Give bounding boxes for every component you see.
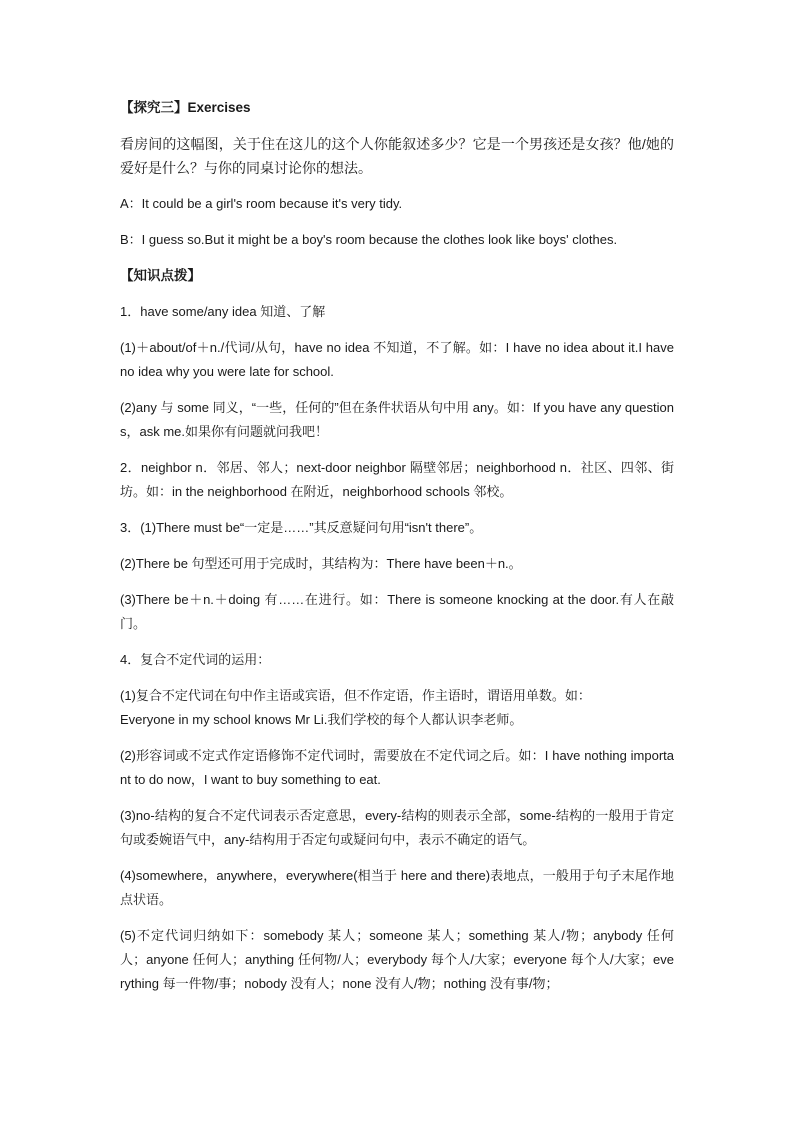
dialogue-b: B：I guess so.But it might be a boy's room because the clothes look like boys' clothes. (120, 232, 618, 247)
point-1-a: (1)＋about/of＋n./代词/从句，have no idea 不知道，不了解。如：I have no idea about it.I have no idea why you were late for school. (120, 340, 674, 379)
point-4-4: (4)somewhere，anywhere，everywhere(相当于 here and there)表地点，一般用于句子末尾作地点状语。 (120, 868, 674, 907)
point-3-title: 3．(1)There must be“一定是……”其反意疑问句用“isn't there”。 (120, 520, 483, 535)
point-3-b: (2)There be 句型还可用于完成时，其结构为：There have been＋n.。 (120, 556, 522, 571)
point-4-title: 4．复合不定代词的运用： (120, 652, 271, 667)
point-3-c: (3)There be＋n.＋doing 有……在进行。如：There is someone knocking at the door.有人在敲门。 (120, 592, 674, 631)
point-4-1-line2: Everyone in my school knows Mr Li.我们学校的每个人都认识李老师。 (120, 712, 523, 727)
point-4-1-line1: (1)复合不定代词在句中作主语或宾语，但不作定语，作主语时，谓语用单数。如： (120, 688, 591, 703)
document-page (120, 96, 674, 1008)
point-1-title: 1．have some/any idea 知道、了解 (120, 304, 326, 319)
knowledge-title: 【知识点拨】 (120, 268, 201, 283)
point-1-b: (2)any 与 some 同义，“一些，任何的”但在条件状语从句中用 any。如：If you have any questions，ask me.如果你有问题就问我吧！ (120, 400, 674, 439)
point-2: 2．neighbor n．邻居、邻人；next-door neighbor 隔壁邻居；neighborhood n．社区、四邻、街坊。如：in the neighborhood 在附近，neighborhood schools 邻校。 (120, 460, 674, 499)
intro-paragraph: 看房间的这幅图，关于住在这儿的这个人你能叙述多少？它是一个男孩还是女孩？他/她的爱好是什么？与你的同桌讨论你的想法。 (120, 136, 674, 176)
point-4-5: (5)不定代词归纳如下：somebody 某人；someone 某人；something 某人/物；anybody 任何人；anyone 任何人；anything 任何物/人；everybody 每个人/大家；everyone 每个人/大家；everything 每一件物/事；nobody 没有人；none 没有人/物；nothing 没有事/物； (120, 928, 674, 991)
point-4-2: (2)形容词或不定式作定语修饰不定代词时，需要放在不定代词之后。如：I have nothing important to do now，I want to buy something to eat. (120, 748, 674, 787)
dialogue-a: A：It could be a girl's room because it's very tidy. (120, 196, 403, 211)
point-4-1 (120, 684, 674, 732)
section-title: 【探究三】Exercises (120, 100, 251, 115)
point-4-3: (3)no-结构的复合不定代词表示否定意思，every-结构的则表示全部，some-结构的一般用于肯定句或委婉语气中，any-结构用于否定句或疑问句中，表示不确定的语气。 (120, 808, 674, 847)
